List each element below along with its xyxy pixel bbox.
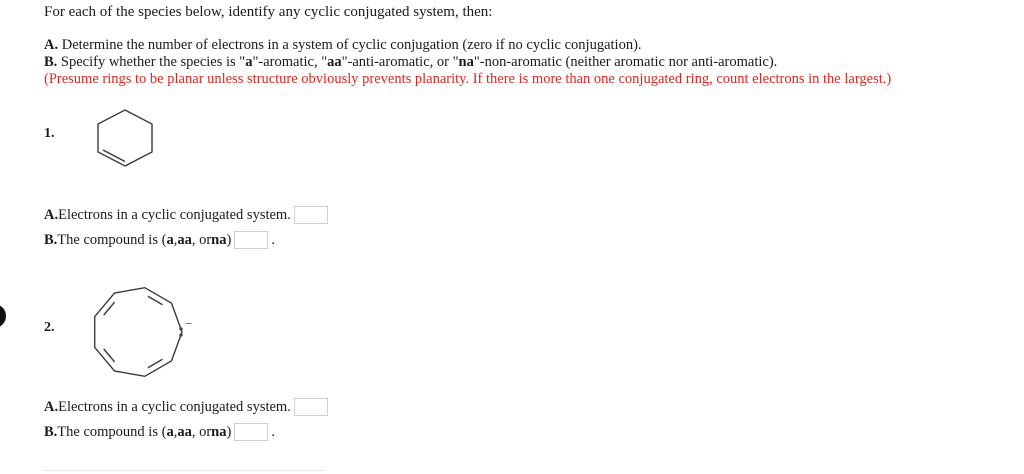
ring-outline — [95, 288, 182, 377]
question-1-sep-2: , or — [191, 231, 212, 248]
question-2-aromaticity-row — [44, 423, 275, 441]
instruction-b-text-4: "-non-aromatic (neither aromatic nor anti-aromatic). — [473, 54, 778, 70]
question-1-electrons-input[interactable] — [294, 206, 328, 224]
question-2-sep-2: , or — [191, 423, 212, 440]
question-2-b-text: The compound is ( — [57, 423, 167, 440]
instruction-b — [44, 54, 777, 71]
question-1-aromaticity-input[interactable] — [234, 231, 268, 249]
instruction-a — [44, 37, 642, 54]
question-2-electrons-row — [44, 398, 328, 416]
planarity-note: (Presume rings to be planar unless structure obviously prevents planarity. If there is more than one conjugated ring, count electrons in the largest.) — [44, 71, 892, 87]
question-1-number: 1. — [44, 126, 55, 141]
question-1-b-text: The compound is ( — [57, 231, 167, 248]
question-1-aromaticity-row — [44, 231, 275, 249]
cyclononatetraenyl-anion-structure-icon — [92, 282, 202, 382]
double-bond-line — [148, 359, 163, 367]
question-1-electrons-row — [44, 206, 328, 224]
lone-pair-dot-bottom — [179, 333, 182, 336]
question-1-option-aa: aa — [177, 231, 192, 248]
question-2-a-label: A. — [44, 398, 59, 415]
instruction-b-text: Specify whether the species is " — [57, 54, 246, 70]
question-1-a-label: A. — [44, 206, 59, 223]
question-2-number: 2. — [44, 320, 55, 335]
window-edge-tab — [0, 304, 6, 328]
cyclohexene-structure-icon — [94, 106, 156, 170]
question-1-period: . — [271, 231, 275, 248]
instruction-b-text-3: "-anti-aromatic, or " — [341, 54, 459, 70]
instruction-a-label: A. — [44, 37, 59, 53]
intro-text: For each of the species below, identify any cyclic conjugated system, then: — [44, 4, 493, 20]
instruction-b-label: B. — [44, 54, 58, 70]
question-2-option-a: a — [166, 423, 174, 440]
lone-pair-dot-top — [179, 327, 182, 330]
double-bond-line — [148, 296, 163, 304]
question-2-period: . — [271, 423, 275, 440]
question-2-aromaticity-input[interactable] — [234, 423, 268, 441]
question-1-a-text: Electrons in a cyclic conjugated system. — [58, 206, 291, 223]
question-2-sep-1: , — [173, 423, 178, 440]
question-2-a-text: Electrons in a cyclic conjugated system. — [58, 398, 291, 415]
question-2-option-aa: aa — [177, 423, 192, 440]
divider — [44, 470, 324, 471]
question-1-close-paren: ) — [226, 231, 232, 248]
instruction-a-text: Determine the number of electrons in a system of cyclic conjugation (zero if no cyclic conjugation). — [58, 37, 642, 53]
option-aa-code: aa — [327, 54, 342, 70]
option-a-code: a — [245, 54, 253, 70]
question-1-option-a: a — [166, 231, 174, 248]
instruction-b-text-2: "-aromatic, " — [252, 54, 328, 70]
question-2-electrons-input[interactable] — [294, 398, 328, 416]
question-1-sep-1: , — [173, 231, 178, 248]
question-1-b-label: B. — [44, 231, 58, 248]
option-na-code: na — [458, 54, 474, 70]
question-2-b-label: B. — [44, 423, 58, 440]
negative-charge-sign: − — [185, 316, 193, 331]
question-1-option-na: na — [211, 231, 227, 248]
question-2-option-na: na — [211, 423, 227, 440]
question-2-close-paren: ) — [226, 423, 232, 440]
